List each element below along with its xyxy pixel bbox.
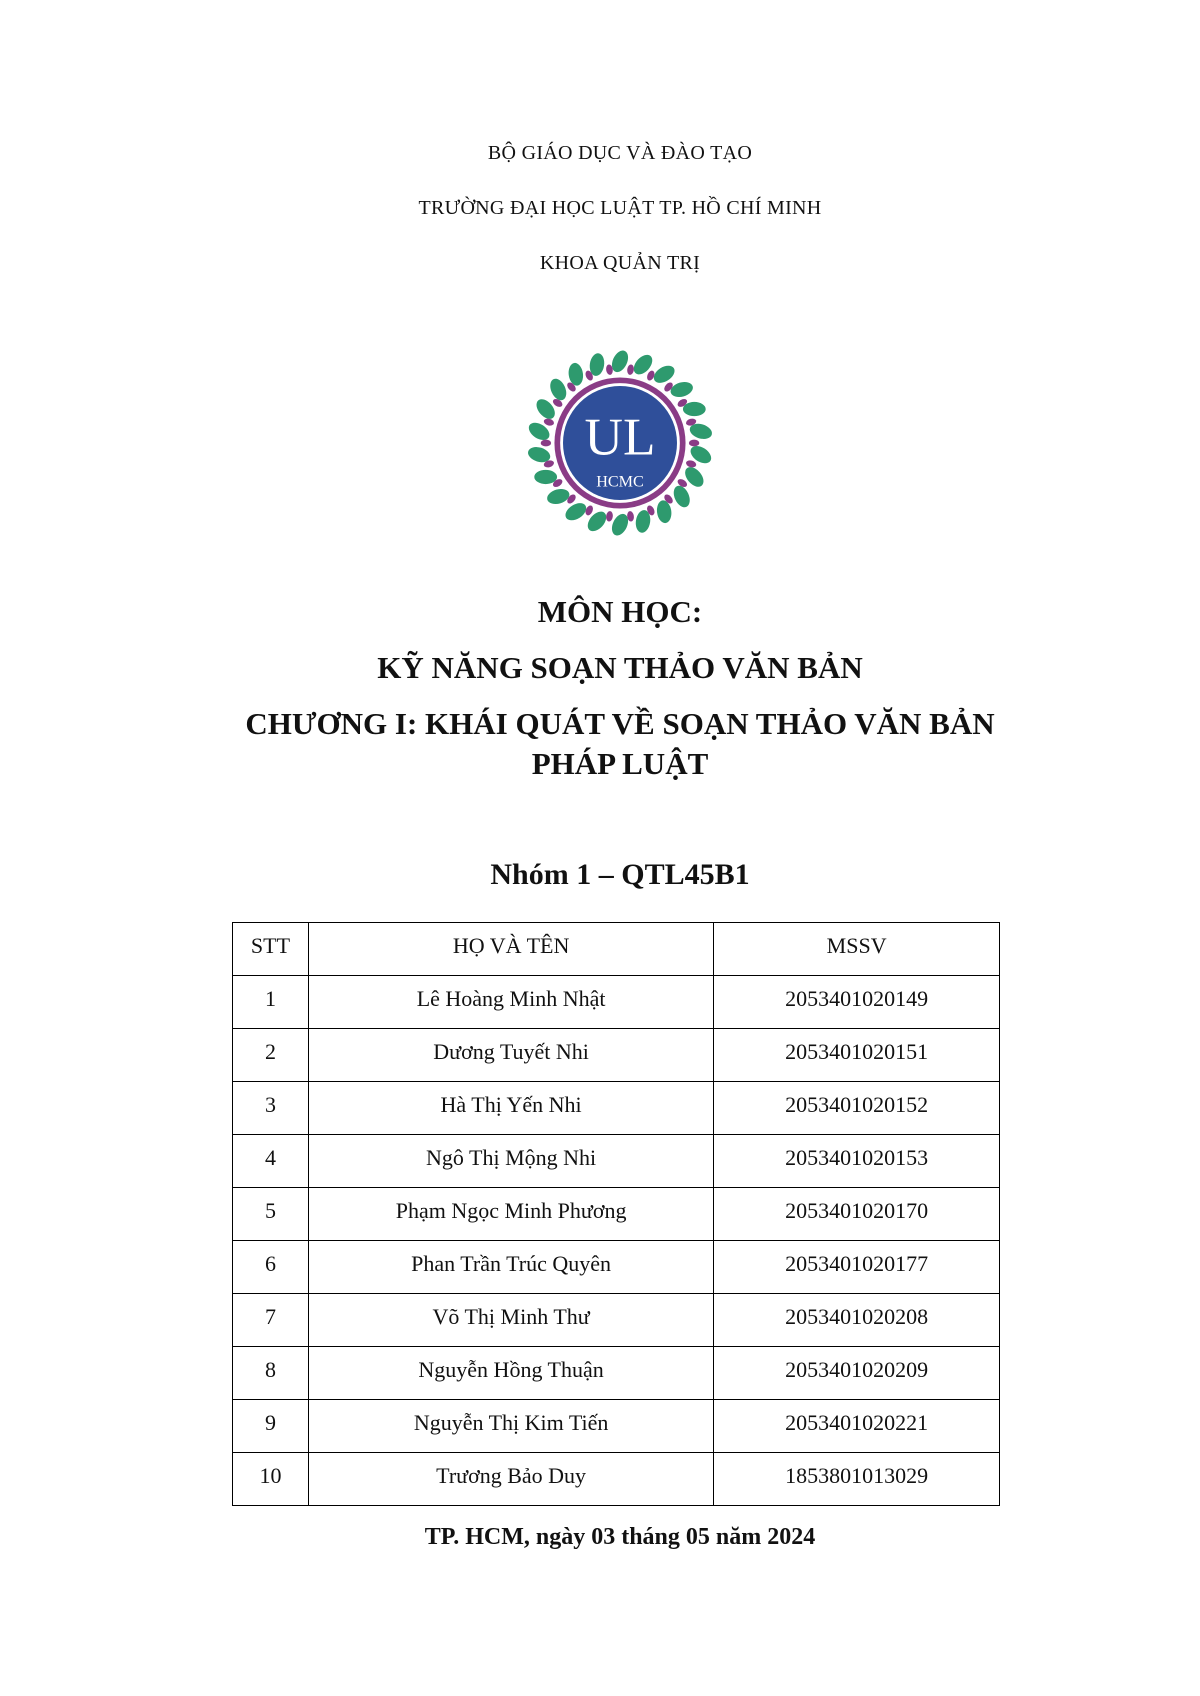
cell-stt: 7	[233, 1294, 309, 1347]
table-row	[233, 1135, 1000, 1188]
leaf-icon	[534, 470, 557, 484]
table-row	[233, 1241, 1000, 1294]
cell-id: 2053401020170	[714, 1188, 1000, 1241]
leaf-icon	[671, 483, 693, 510]
table-row	[233, 1347, 1000, 1400]
berry-icon	[605, 511, 613, 522]
cell-id: 2053401020153	[714, 1135, 1000, 1188]
header-stt: STT	[233, 923, 309, 976]
subject-label: MÔN HỌC:	[537, 594, 703, 629]
table-row	[233, 1453, 1000, 1506]
table-header-row	[233, 923, 1000, 976]
cell-id: 1853801013029	[714, 1453, 1000, 1506]
cell-id: 2053401020149	[714, 976, 1000, 1029]
cell-id: 2053401020177	[714, 1241, 1000, 1294]
cell-stt: 10	[233, 1453, 309, 1506]
berry-icon	[541, 440, 551, 447]
berry-icon	[685, 459, 697, 468]
cell-name: Phan Trần Trúc Quyên	[308, 1241, 713, 1294]
cell-stt: 2	[233, 1029, 309, 1082]
cell-id: 2053401020221	[714, 1400, 1000, 1453]
leaf-icon	[547, 376, 569, 403]
leaf-icon	[651, 362, 678, 386]
cell-stt: 5	[233, 1188, 309, 1241]
cell-stt: 9	[233, 1400, 309, 1453]
leaf-icon	[562, 500, 589, 524]
cell-name: Lê Hoàng Minh Nhật	[308, 976, 713, 1029]
cell-name: Trương Bảo Duy	[308, 1453, 713, 1506]
cell-name: Nguyễn Thị Kim Tiến	[308, 1400, 713, 1453]
table-row	[233, 1188, 1000, 1241]
cell-stt: 1	[233, 976, 309, 1029]
berry-icon	[543, 417, 555, 426]
cell-id: 2053401020152	[714, 1082, 1000, 1135]
cell-stt: 3	[233, 1082, 309, 1135]
header-id: MSSV	[714, 923, 1000, 976]
berry-icon	[689, 440, 699, 447]
cell-stt: 8	[233, 1347, 309, 1400]
cell-id: 2053401020208	[714, 1294, 1000, 1347]
ministry-heading: BỘ GIÁO DỤC VÀ ĐÀO TẠO	[487, 142, 753, 164]
faculty-heading: KHOA QUẢN TRỊ	[539, 252, 701, 274]
cell-id: 2053401020209	[714, 1347, 1000, 1400]
leaf-icon	[669, 380, 695, 400]
logo-city: HCMC	[596, 473, 644, 491]
leaf-icon	[545, 487, 571, 507]
header-name: HỌ VÀ TÊN	[308, 923, 713, 976]
cell-name: Dương Tuyết Nhi	[308, 1029, 713, 1082]
cell-stt: 6	[233, 1241, 309, 1294]
table-row	[233, 1294, 1000, 1347]
berry-icon	[627, 364, 635, 375]
chapter-title: CHƯƠNG I: KHÁI QUÁT VỀ SOẠN THẢO VĂN BẢN PHÁP LUẬT	[245, 706, 995, 781]
university-heading: TRƯỜNG ĐẠI HỌC LUẬT TP. HỒ CHÍ MINH	[418, 197, 822, 219]
place-and-date: TP. HCM, ngày 03 tháng 05 năm 2024	[424, 1524, 816, 1550]
cell-name: Phạm Ngọc Minh Phương	[308, 1188, 713, 1241]
cell-name: Nguyễn Hồng Thuận	[308, 1347, 713, 1400]
logo-monogram: UL	[584, 407, 656, 467]
subject-name: KỸ NĂNG SOẠN THẢO VĂN BẢN	[377, 650, 863, 685]
table-row	[233, 1082, 1000, 1135]
group-name: Nhóm 1 – QTL45B1	[490, 858, 750, 891]
university-logo	[525, 348, 715, 538]
member-table	[232, 922, 1000, 1506]
cell-id: 2053401020151	[714, 1029, 1000, 1082]
leaf-icon	[683, 402, 706, 416]
cell-name: Hà Thị Yến Nhi	[308, 1082, 713, 1135]
table-row	[233, 976, 1000, 1029]
cell-name: Ngô Thị Mộng Nhi	[308, 1135, 713, 1188]
cell-stt: 4	[233, 1135, 309, 1188]
table-row	[233, 1029, 1000, 1082]
cell-name: Võ Thị Minh Thư	[308, 1294, 713, 1347]
table-row	[233, 1400, 1000, 1453]
